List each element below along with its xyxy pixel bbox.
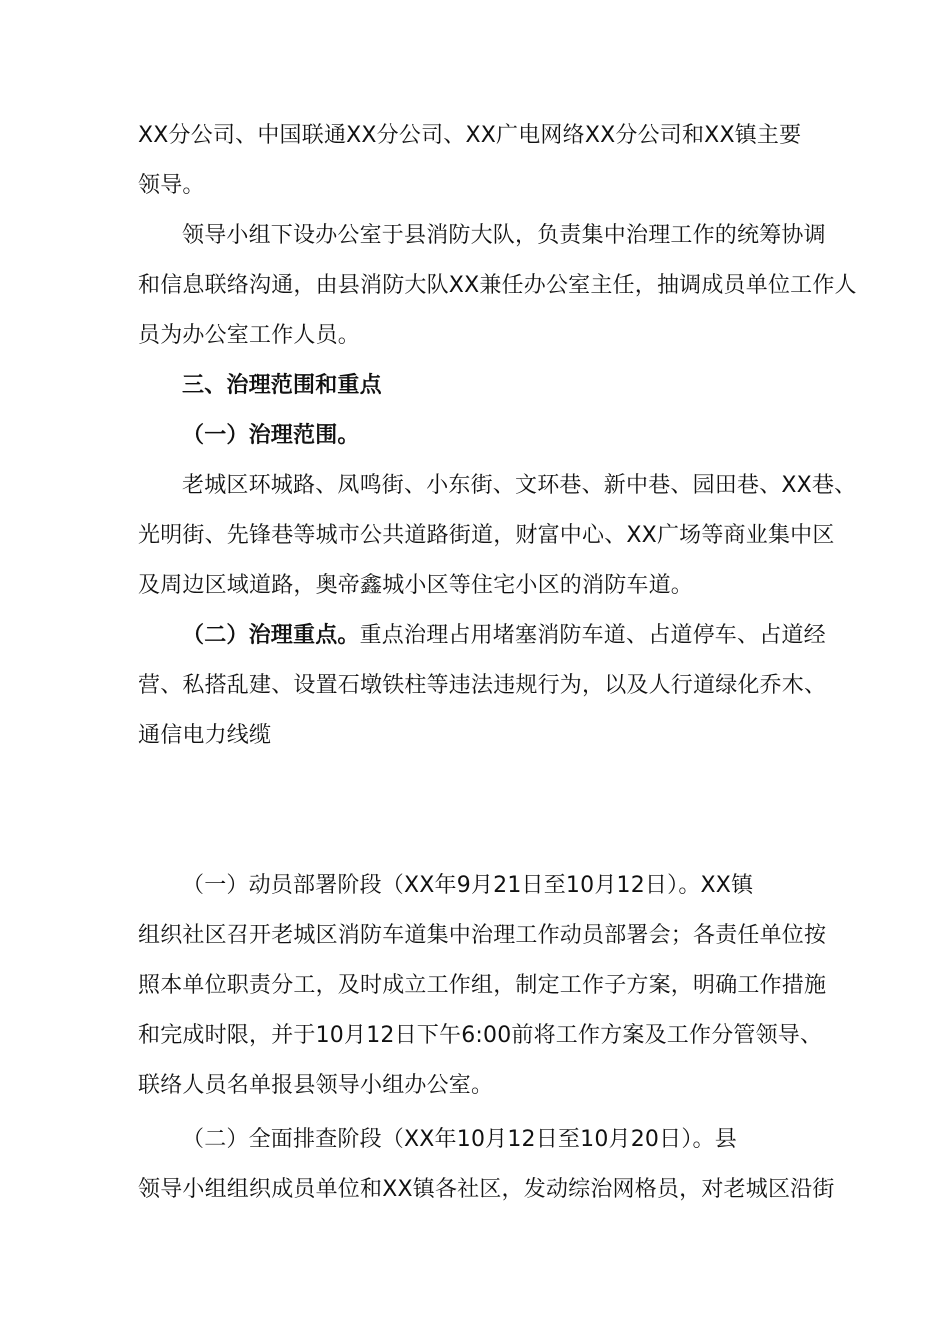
paragraph-line: 领导。 (138, 173, 205, 198)
paragraph-line: 领导小组组织成员单位和XX镇各社区，发动综治网格员，对老城区沿街 (138, 1177, 835, 1202)
subsection-heading: （一）治理范围。 (182, 423, 360, 448)
paragraph-line: （一）动员部署阶段（XX年9月21日至10月12日）。XX镇 (182, 873, 754, 898)
paragraph-line: 和信息联络沟通，由县消防大队XX兼任办公室主任，抽调成员单位工作人 (138, 273, 857, 298)
paragraph-line: 光明街、先锋巷等城市公共道路街道，财富中心、XX广场等商业集中区 (138, 523, 835, 548)
paragraph-line: （二）全面排查阶段（XX年10月12日至10月20日）。县 (182, 1127, 737, 1152)
paragraph-line: 照本单位职责分工，及时成立工作组，制定工作子方案，明确工作措施 (138, 973, 827, 998)
paragraph-line: XX分公司、中国联通XX分公司、XX广电网络XX分公司和XX镇主要 (138, 123, 802, 148)
subsection-heading: （二）治理重点。 (182, 623, 360, 648)
paragraph-line: 领导小组下设办公室于县消防大队，负责集中治理工作的统筹协调 (182, 223, 826, 248)
paragraph-line: 及周边区域道路，奥帝鑫城小区等住宅小区的消防车道。 (138, 573, 694, 598)
paragraph-line: 组织社区召开老城区消防车道集中治理工作动员部署会；各责任单位按 (138, 923, 827, 948)
paragraph-line: 联络人员名单报县领导小组办公室。 (138, 1073, 494, 1098)
paragraph-line: 营、私搭乱建、设置石墩铁柱等违法违规行为，以及人行道绿化乔木、 (138, 673, 827, 698)
paragraph-line-with-heading (182, 622, 826, 650)
paragraph-line: 员为办公室工作人员。 (138, 323, 361, 348)
paragraph-line: 和完成时限，并于10月12日下午6:00前将工作方案及工作分管领导、 (138, 1023, 823, 1048)
section-heading: 三、治理范围和重点 (182, 373, 382, 398)
paragraph-text: 重点治理占用堵塞消防车道、占道停车、占道经 (359, 623, 826, 648)
paragraph-line: 通信电力线缆 (138, 723, 272, 748)
paragraph-line: 老城区环城路、凤鸣街、小东街、文环巷、新中巷、园田巷、XX巷、 (182, 473, 857, 498)
